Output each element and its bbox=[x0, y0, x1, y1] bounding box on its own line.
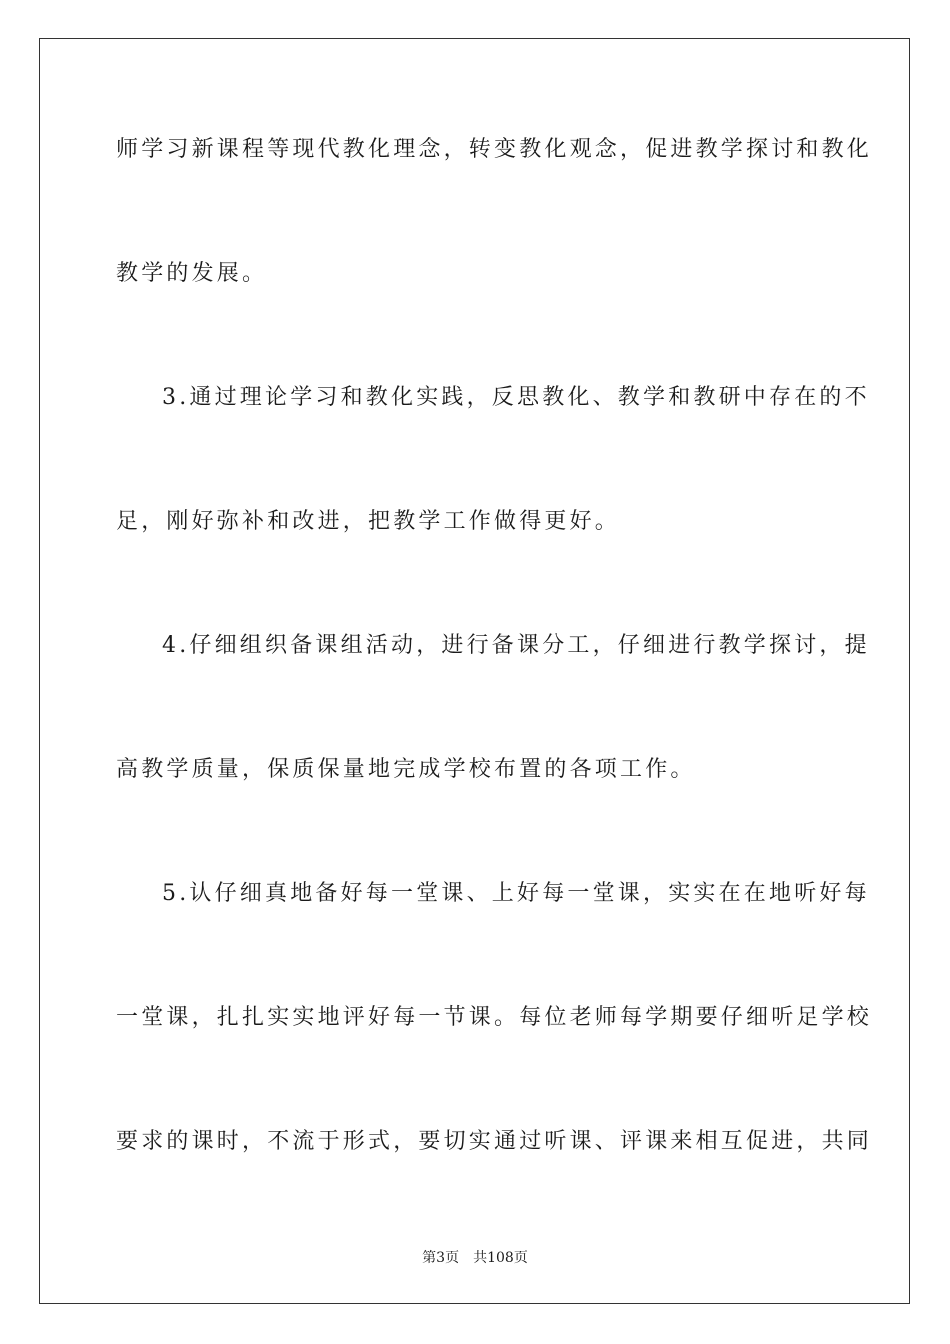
paragraph-line: 教学的发展。 bbox=[116, 261, 268, 286]
paragraph-line: 4.仔细组织备课组活动，进行备课分工，仔细进行教学探讨，提 bbox=[162, 633, 870, 658]
paragraph-line: 师学习新课程等现代教化理念，转变教化观念，促进教学探讨和教化 bbox=[116, 137, 873, 162]
paragraph-line: 5.认仔细真地备好每一堂课、上好每一堂课，实实在在地听好每 bbox=[162, 881, 870, 906]
page-frame bbox=[39, 38, 910, 1304]
paragraph-line: 要求的课时，不流于形式，要切实通过听课、评课来相互促进，共同 bbox=[116, 1129, 873, 1154]
paragraph-line: 一堂课，扎扎实实地评好每一节课。每位老师每学期要仔细听足学校 bbox=[116, 1005, 873, 1030]
page-total: 共108页 bbox=[473, 1250, 528, 1266]
paragraph-line: 足，刚好弥补和改进，把教学工作做得更好。 bbox=[116, 509, 621, 534]
page-footer bbox=[0, 1247, 950, 1267]
paragraph-line: 3.通过理论学习和教化实践，反思教化、教学和教研中存在的不 bbox=[162, 385, 870, 410]
paragraph-line: 高教学质量，保质保量地完成学校布置的各项工作。 bbox=[116, 757, 696, 782]
page-number: 第3页 bbox=[422, 1250, 460, 1266]
